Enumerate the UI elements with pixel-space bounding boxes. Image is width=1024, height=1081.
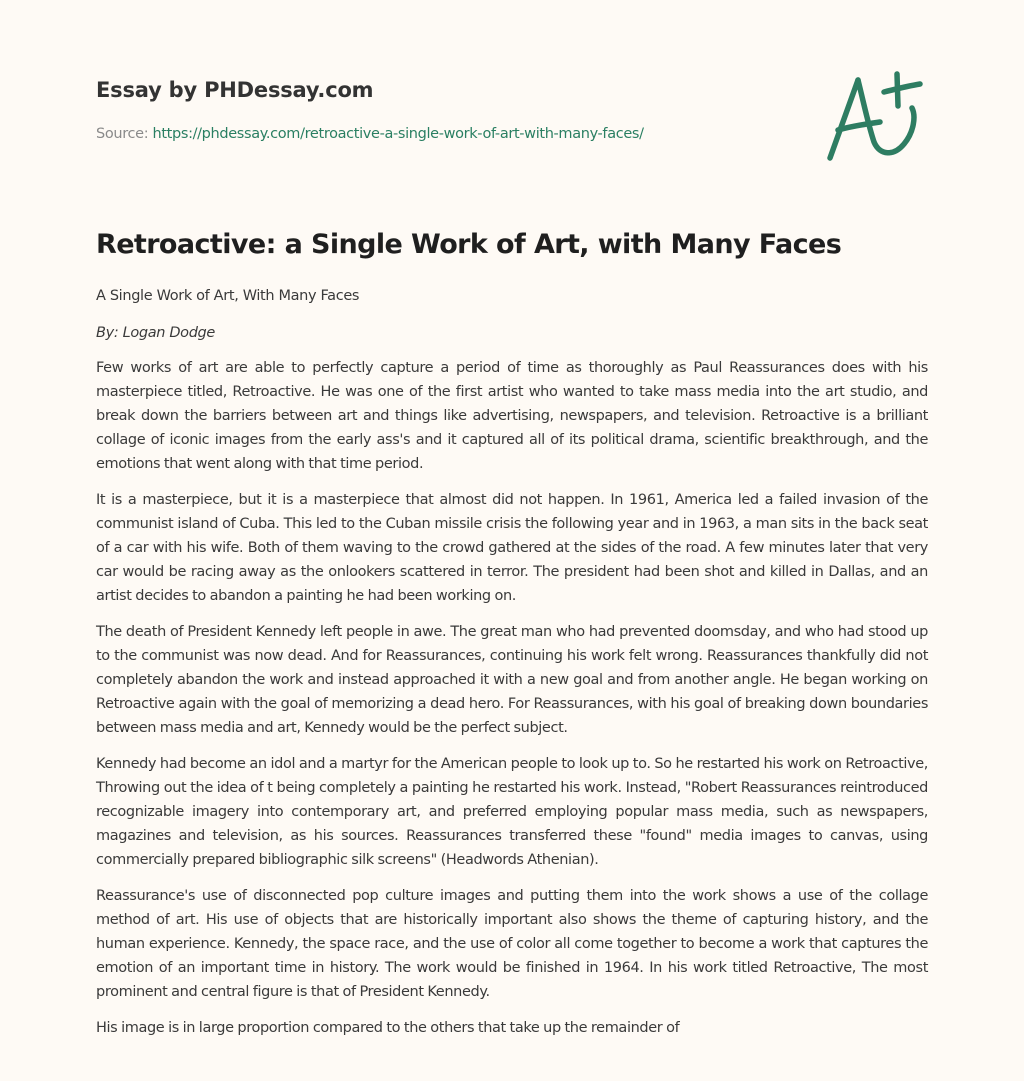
article-body <box>96 356 928 1040</box>
paragraph: Kennedy had become an idol and a martyr for the American people to look up to. So he restarted his work on Retroactive, Throwing out the idea of t being completely a painting he restarted his work. Instead, "Robert Reassurances reintroduced recognizable imagery into contemporary art, and preferred employing popular mass media, such as newspapers, magazines and television, as his sources. Reassurances transferred these "found" media images to canvas, using commercially prepared bibliographic silk screens" (Headwords Athenian). <box>96 756 928 868</box>
source-line <box>96 124 928 144</box>
paragraph: Few works of art are able to perfectly capture a period of time as thoroughly as Paul Reassurances does with his masterpiece titled, Retroactive. He was one of the first artist who wanted to take mass media into the art studio, and break down the barriers between art and things like advertising, newspapers, and television. Retroactive is a brilliant collage of iconic images from the early ass's and it captured all of its political drama, scientific breakthrough, and the emotions that went along with that time period. <box>96 360 928 472</box>
paragraph: His image is in large proportion compared to the others that take up the remainder of <box>96 1020 680 1036</box>
source-label: Source: <box>96 126 153 142</box>
paragraph: Reassurance's use of disconnected pop culture images and putting them into the work shows a use of the collage method of art. His use of objects that are historically important also shows the theme of capturing history, and the human experience. Kennedy, the space race, and the use of color all come together to become a work that captures the emotion of an important time in history. The work would be finished in 1964. In his work titled Retroactive, The most prominent and central figure is that of President Kennedy. <box>96 888 928 1000</box>
article <box>96 226 928 1040</box>
article-subtitle: A Single Work of Art, With Many Faces <box>96 288 360 304</box>
paragraph: The death of President Kennedy left people in awe. The great man who had prevented doomsday, and who had stood up to the communist was now dead. And for Reassurances, continuing his work felt wrong. Reassurances thankfully did not completely abandon the work and instead approached it with a new goal and from another angle. He began working on Retroactive again with the goal of memorizing a dead hero. For Reassurances, with his goal of breaking down boundaries between mass media and art, Kennedy would be the perfect subject. <box>96 624 928 736</box>
article-title: Retroactive: a Single Work of Art, with Many Faces <box>96 229 842 260</box>
a-plus-grade-icon <box>818 64 934 168</box>
essay-header <box>96 76 928 144</box>
source-link[interactable]: https://phdessay.com/retroactive-a-single-work-of-art-with-many-faces/ <box>152 126 644 142</box>
article-byline: By: Logan Dodge <box>96 325 215 341</box>
paragraph: It is a masterpiece, but it is a masterpiece that almost did not happen. In 1961, America led a failed invasion of the communist island of Cuba. This led to the Cuban missile crisis the following year and in 1963, a man sits in the back seat of a car with his wife. Both of them waving to the crowd gathered at the sides of the road. A few minutes later that very car would be racing away as the onlookers scattered in terror. The president had been shot and killed in Dallas, and an artist decides to abandon a painting he had been working on. <box>96 492 928 604</box>
site-brand: Essay by PHDessay.com <box>96 78 374 102</box>
